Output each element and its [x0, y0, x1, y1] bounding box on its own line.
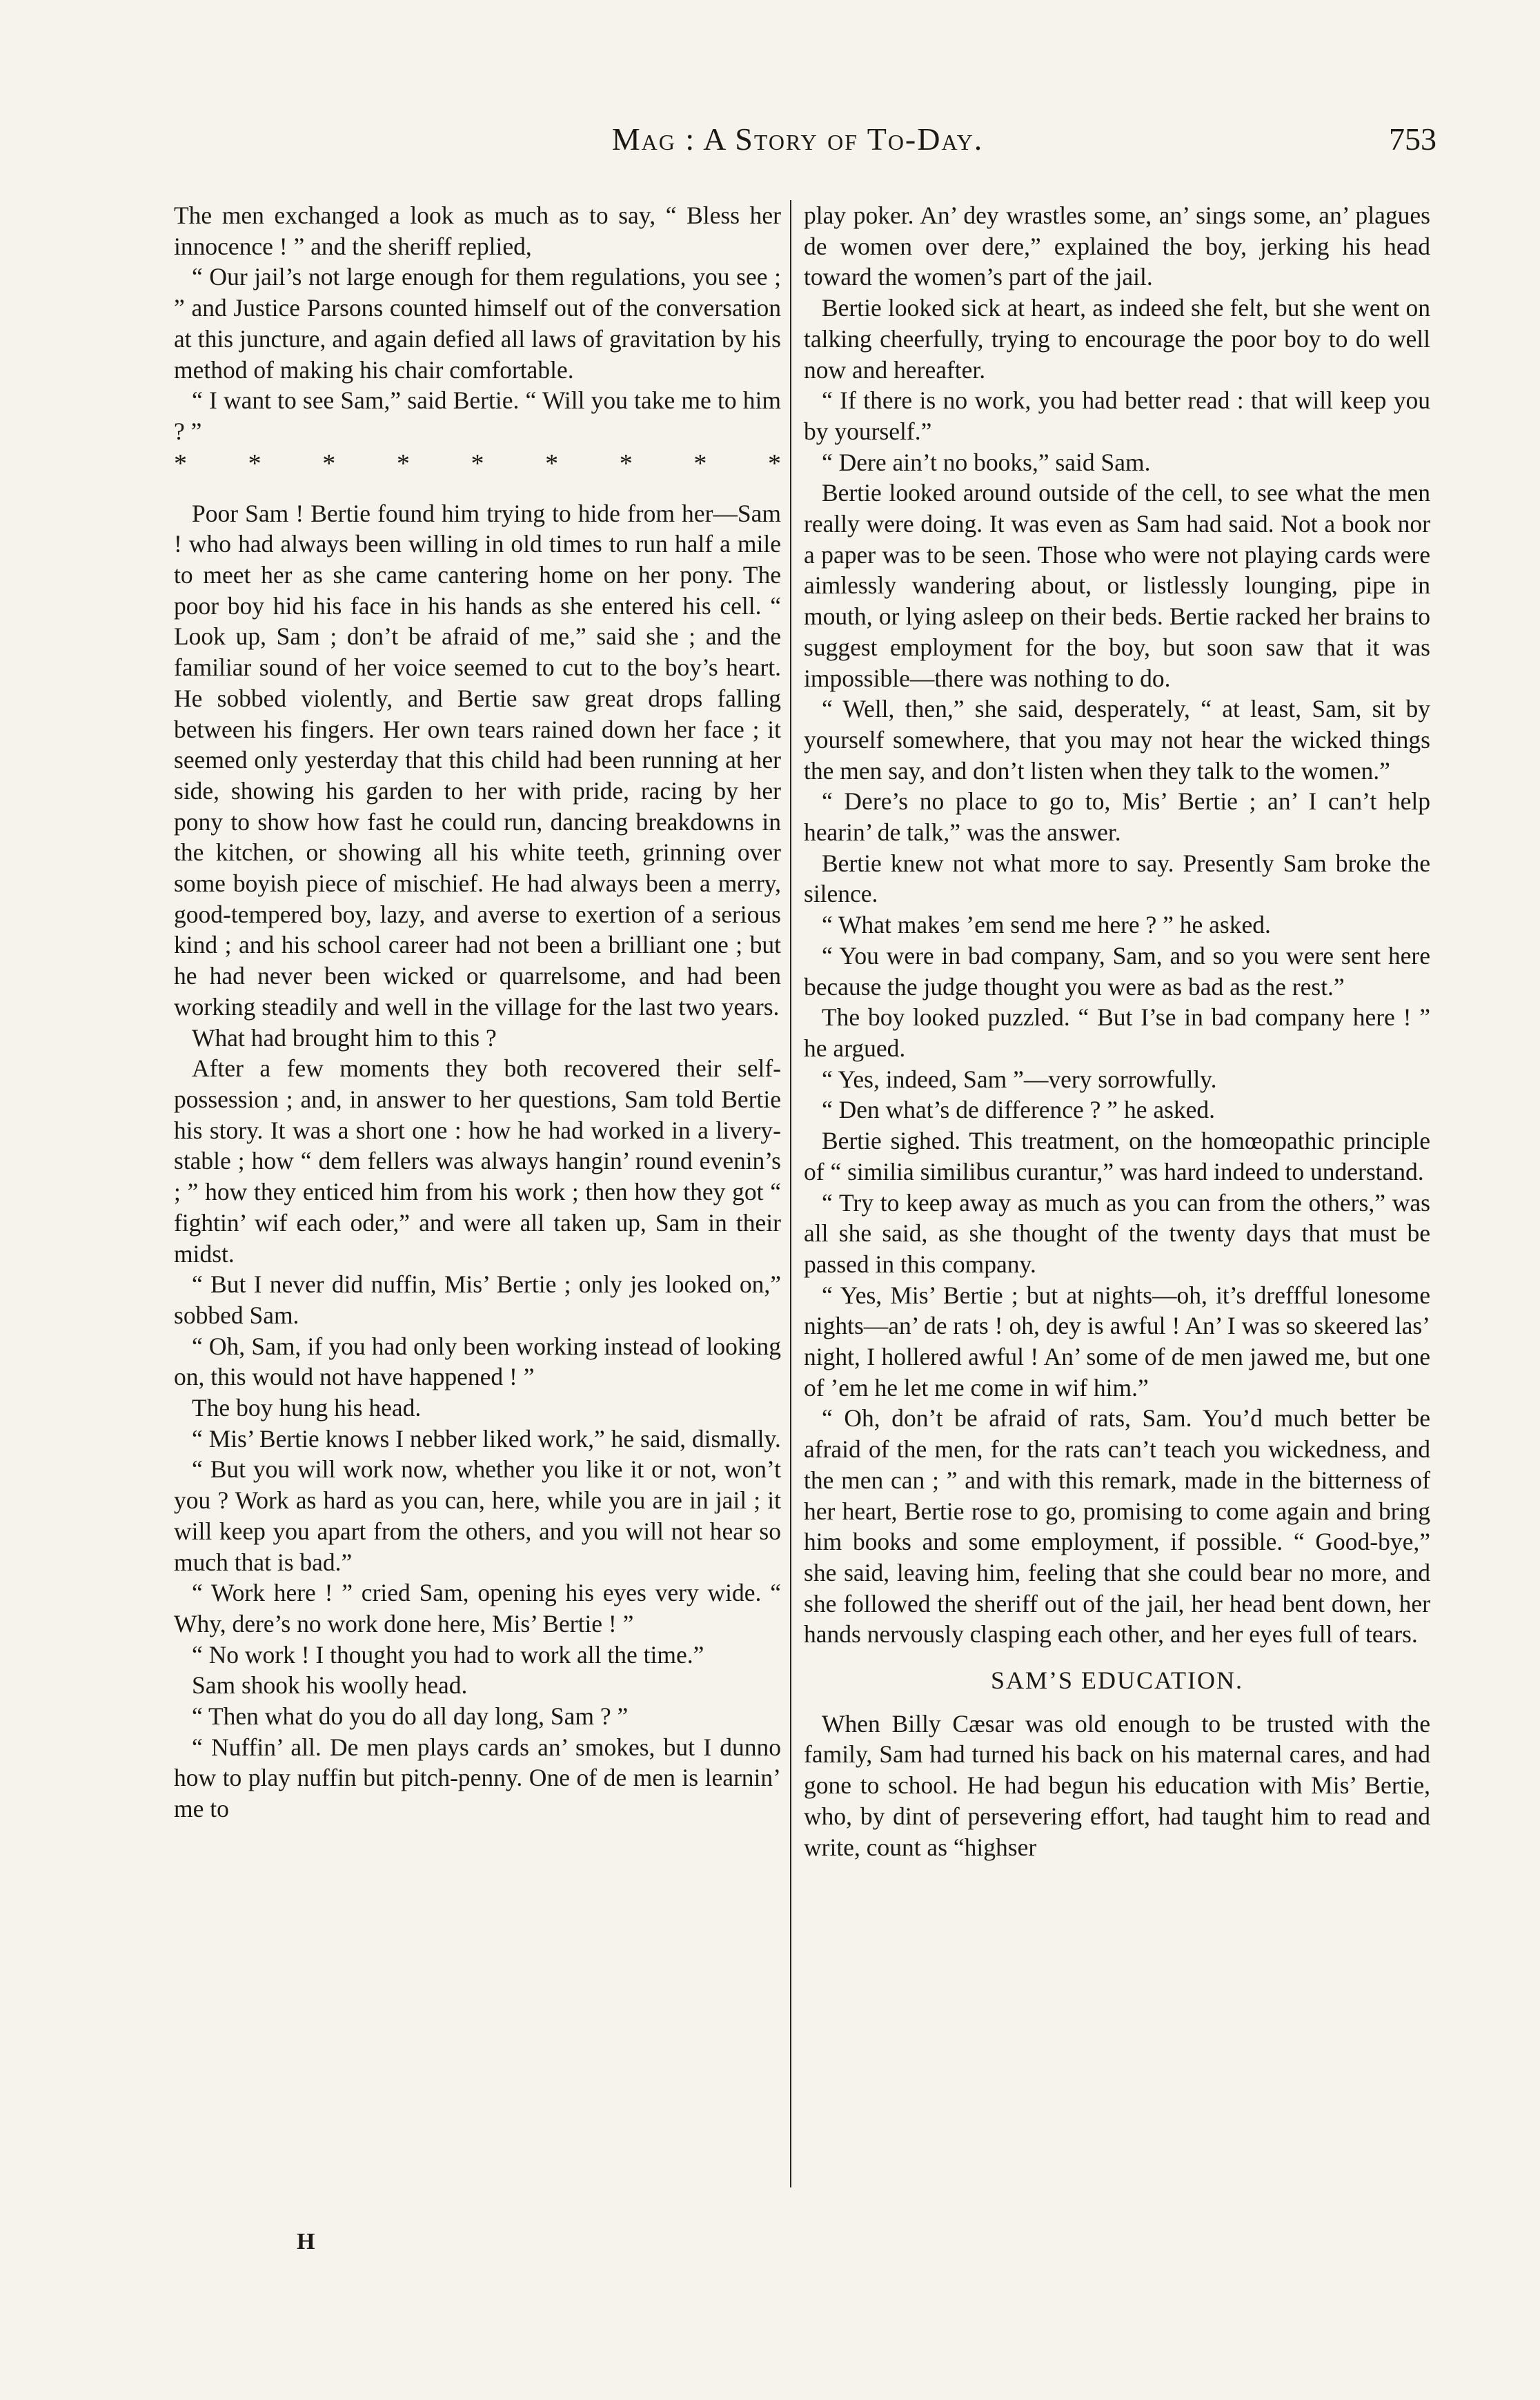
paragraph: “ Nuffin’ all. De men plays cards an’ smokes, but I dunno how to play nuffin but pitch-penny. One of de men is learnin’ me to: [174, 1733, 781, 1823]
paragraph: “ Den what’s de difference ? ” he asked.: [822, 1096, 1216, 1124]
star: *: [471, 449, 484, 478]
page-header: [159, 121, 1437, 176]
paragraph: “ Our jail’s not large enough for them regulations, you see ; ” and Justice Parsons counted himself out of the conversation at this juncture, and again defied all laws of gravitation by his method of making his chair comfortable.: [174, 263, 781, 384]
paragraph: “ Try to keep away as much as you can from the others,” was all she said, as she thought of the twenty days that must be passed in this company.: [804, 1188, 1430, 1278]
paragraph: “ Oh, don’t be afraid of rats, Sam. You’d much better be afraid of the men, for the rats can’t teach you wickedness, and the men can ; ” and with this remark, made in the bitterness of her heart, Bertie rose to go, promising to come again and bring him books and some employment, if possible. “ Good-bye,” she said, leaving him, feeling that she could bear no more, and she followed the sheriff out of the jail, her head bent down, her hands nervously clasping each other, and her eyes full of tears.: [804, 1404, 1430, 1649]
left-column: [174, 200, 781, 1824]
star: *: [248, 449, 261, 478]
paragraph: When Billy Cæsar was old enough to be trusted with the family, Sam had turned his back on his maternal cares, and had gone to school. He had begun his education with Mis’ Bertie, who, by dint of persevering effort, had taught him to read and write, count as “highser: [804, 1709, 1430, 1861]
paragraph: The boy looked puzzled. “ But I’se in bad company here ! ” he argued.: [804, 1003, 1430, 1062]
paragraph: The boy hung his head.: [192, 1394, 422, 1422]
paragraph: Bertie knew not what more to say. Presently Sam broke the silence.: [804, 849, 1430, 908]
paragraph: Bertie sighed. This treatment, on the homœopathic principle of “ similia similibus curantur,” was hard indeed to understand.: [804, 1127, 1430, 1186]
paragraph: “ But I never did nuffin, Mis’ Bertie ; only jes looked on,” sobbed Sam.: [174, 1270, 781, 1329]
star: *: [174, 449, 187, 478]
paragraph: play poker. An’ dey wrastles some, an’ sings some, an’ plagues de women over dere,” explained the boy, jerking his head toward the women’s part of the jail.: [804, 201, 1430, 291]
page-number: 753: [1389, 121, 1437, 157]
paragraph: “ Dere’s no place to go to, Mis’ Bertie ; an’ I can’t help hearin’ de talk,” was the answer.: [804, 787, 1430, 847]
column-rule: [790, 200, 791, 2187]
star: *: [619, 449, 633, 478]
paragraph: “ You were in bad company, Sam, and so you were sent here because the judge thought you were as bad as the rest.”: [804, 941, 1430, 1001]
paragraph: “ Yes, Mis’ Bertie ; but at nights—oh, it’s dreffful lonesome nights—an’ de rats ! oh, dey is awful ! An’ I was so skeered las’ night, I hollered awful ! An’ some of de men jawed me, but one of ’em he let me come in wif him.”: [804, 1281, 1430, 1401]
paragraph: Poor Sam ! Bertie found him trying to hide from her—Sam ! who had always been willing in old times to run half a mile to meet her as she came cantering home on her pony. The poor boy hid his face in his hands as she entered his cell. “ Look up, Sam ; don’t be afraid of me,” said she ; and the familiar sound of her voice seemed to cut to the boy’s heart. He sobbed violently, and Bertie saw great drops falling between his fingers. Her own tears rained down her face ; it seemed only yesterday that this child had been running at her side, showing his garden to her with pride, racing by her pony to show how fast he could run, dancing breakdowns in the kitchen, or showing all his white teeth, grinning over some boyish piece of mischief. He had always been a merry, good-tempered boy, lazy, and averse to exertion of a serious kind ; and his school career had not been a brilliant one ; but he had never been wicked or quarrelsome, and had been working steadily and well in the village for the last two years.: [174, 499, 781, 1021]
star: *: [693, 449, 707, 478]
star: *: [396, 449, 410, 478]
paragraph: “ Work here ! ” cried Sam, opening his eyes very wide. “ Why, dere’s no work done here, Mis’ Bertie ! ”: [174, 1579, 781, 1637]
paragraph: “ Well, then,” she said, desperately, “ at least, Sam, sit by yourself somewhere, that you may not hear the wicked things the men say, and don’t listen when they talk to the women.”: [804, 695, 1430, 785]
paragraph: “ If there is no work, you had better read : that will keep you by yourself.”: [804, 386, 1430, 445]
paragraph: “ Oh, Sam, if you had only been working instead of looking on, this would not have happened ! ”: [174, 1332, 781, 1391]
star: *: [545, 449, 559, 478]
signature-mark: H: [297, 2229, 315, 2254]
paragraph: “ What makes ’em send me here ? ” he asked.: [822, 911, 1271, 939]
paragraph: Sam shook his woolly head.: [192, 1671, 468, 1700]
star: *: [322, 449, 336, 478]
running-title: Mag : A Story of To-Day.: [611, 121, 984, 157]
paragraph: Bertie looked around outside of the cell, to see what the men really were doing. It was even as Sam had said. Not a book nor a paper was to be seen. Those who were not playing cards were aimlessly wandering about, or listlessly lounging, pipe in mouth, or lying asleep on their beds. Bertie racked her brains to suggest employment for the boy, but soon saw that it was impossible—there was nothing to do.: [804, 479, 1430, 692]
paragraph: After a few moments they both recovered their self-possession ; and, in answer to her questions, Sam told Bertie his story. It was a short one : how he had worked in a livery-stable ; how “ dem fellers was always hangin’ round evenin’s ; ” how they enticed him from his work ; then how they got “ fightin’ wif each oder,” and were all taken up, Sam in their midst.: [174, 1054, 781, 1268]
paragraph: Bertie looked sick at heart, as indeed she felt, but she went on talking cheerfully, trying to encourage the poor boy to do well now and hereafter.: [804, 294, 1430, 384]
paragraph: What had brought him to this ?: [192, 1023, 497, 1052]
section-heading: SAM’S EDUCATION.: [990, 1666, 1244, 1695]
star: *: [768, 449, 781, 478]
paragraph: “ I want to see Sam,” said Bertie. “ Will you take me to him ? ”: [174, 386, 781, 445]
paragraph: The men exchanged a look as much as to say, “ Bless her innocence ! ” and the sheriff replied,: [174, 201, 781, 260]
paragraph: “ No work ! I thought you had to work all the time.”: [192, 1640, 704, 1669]
paragraph: “ Dere ain’t no books,” said Sam.: [822, 448, 1151, 476]
section-break-stars: [174, 450, 781, 478]
paragraph: “ Then what do you do all day long, Sam ? ”: [192, 1702, 629, 1731]
paragraph: “ Mis’ Bertie knows I nebber liked work,” he said, dismally.: [192, 1424, 781, 1453]
paragraph: “ But you will work now, whether you like it or not, won’t you ? Work as hard as you can, here, while you are in jail ; it will keep you apart from the others, and you will not hear so much that is bad.”: [174, 1455, 781, 1576]
paragraph: “ Yes, indeed, Sam ”—very sorrowfully.: [822, 1065, 1217, 1093]
right-column: [804, 200, 1430, 1862]
